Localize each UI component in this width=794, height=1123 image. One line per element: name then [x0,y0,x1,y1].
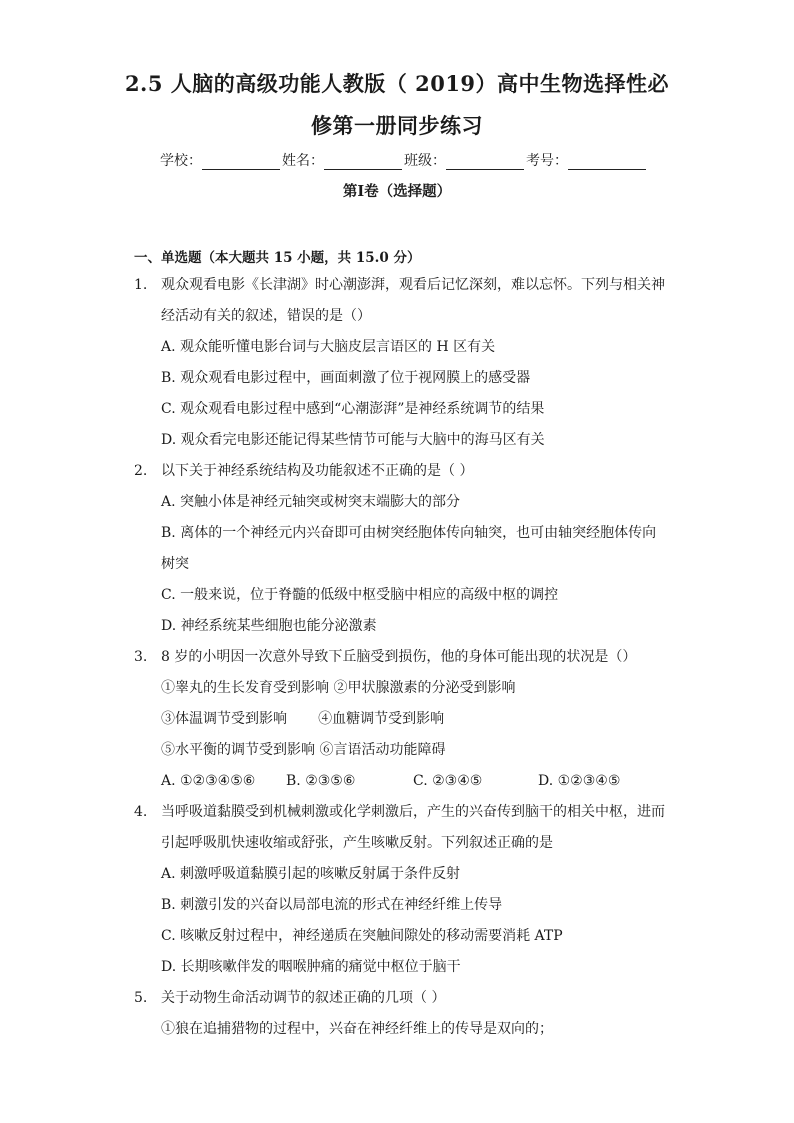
question-number: 5. [134,990,148,1006]
option-b: B. 观众观看电影过程中，画面刺激了位于视网膜上的感受器 [161,370,531,386]
option-b-continued: 树突 [161,556,189,572]
document-title-line-1: 2.5 人脑的高级功能人教版（ 2019）高中生物选择性必 [124,71,670,96]
name-label: 姓名： [282,153,324,169]
question-5 [134,983,664,1045]
question-text-line: 经活动有关的叙述，错误的是（） [161,308,371,324]
question-text-line: 关于动物生命活动调节的叙述正确的几项（ ） [161,990,446,1006]
question-number: 3. [134,649,148,665]
option-c: C. 一般来说，位于脊髓的低级中枢受脑中相应的高级中枢的调控 [161,587,559,603]
option-a: A. 观众能听懂电影台词与大脑皮层言语区的 H 区有关 [161,339,496,355]
choice-a: A. ①②③④⑤⑥ [161,773,256,789]
option-a: A. 突触小体是神经元轴突或树突末端膨大的部分 [161,494,461,510]
number-label: 考号： [526,153,568,169]
question-text-line: 以下关于神经系统结构及功能叙述不正确的是（ ） [161,463,474,479]
question-3 [134,642,664,797]
option-c: C. 观众观看电影过程中感到“心潮澎湃”是神经系统调节的结果 [161,401,545,417]
choice-b: B. ②③⑤⑥ [286,773,356,789]
choice-d: D. ①②③④⑤ [538,773,621,789]
question-text-line: 引起呼吸肌快速收缩或舒张，产生咳嗽反射。下列叙述正确的是 [161,835,553,851]
question-text-line: 8 岁的小明因一次意外导致下丘脑受到损伤，他的身体可能出现的状况是（） [161,649,637,665]
option-b: B. 离体的一个神经元内兴奋即可由树突经胞体传向轴突，也可由轴突经胞体传向 [161,525,657,541]
question-2 [134,456,664,642]
student-info-row [160,150,648,170]
option-d: D. 神经系统某些细胞也能分泌激素 [161,618,377,634]
name-blank [324,155,402,170]
school-blank [202,155,280,170]
class-label: 班级： [404,153,446,169]
statement-line: ⑤水平衡的调节受到影响 ⑥言语活动功能障碍 [161,742,446,758]
option-c: C. 咳嗽反射过程中，神经递质在突触间隙处的移动需要消耗 ATP [161,928,563,944]
question-text-line: 观众观看电影《长津湖》时心潮澎湃，观看后记忆深刻，难以忘怀。下列与相关神 [161,277,665,293]
choice-row [161,766,664,797]
number-blank [568,155,646,170]
question-list [134,270,664,1045]
option-d: D. 长期咳嗽伴发的咽喉肿痛的痛觉中枢位于脑干 [161,959,461,975]
option-a: A. 刺激呼吸道黏膜引起的咳嗽反射属于条件反射 [161,866,461,882]
question-text-line: 当呼吸道黏膜受到机械刺激或化学刺激后，产生的兴奋传到脑干的相关中枢，进而 [161,804,665,820]
question-4 [134,797,664,983]
option-d: D. 观众看完电影还能记得某些情节可能与大脑中的海马区有关 [161,432,545,448]
question-1 [134,270,664,456]
question-number: 1. [134,277,148,293]
statement-line: ①狼在追捕猎物的过程中，兴奋在神经纤维上的传导是双向的； [161,1021,553,1037]
volume-title: 第I卷（选择题） [342,183,452,200]
choice-c: C. ②③④⑤ [413,773,483,789]
document-title-line-2: 修第一册同步练习 [311,113,483,138]
class-blank [446,155,524,170]
section-title: 一、单选题（本大题共 15 小题，共 15.0 分） [134,250,421,266]
question-number: 2. [134,463,148,479]
option-b: B. 刺激引发的兴奋以局部电流的形式在神经纤维上传导 [161,897,503,913]
statement-line: ①睾丸的生长发育受到影响 ②甲状腺激素的分泌受到影响 [161,680,516,696]
statement-line: ③体温调节受到影响 ④血糖调节受到影响 [161,711,445,727]
school-label: 学校： [160,153,202,169]
question-number: 4. [134,804,148,820]
